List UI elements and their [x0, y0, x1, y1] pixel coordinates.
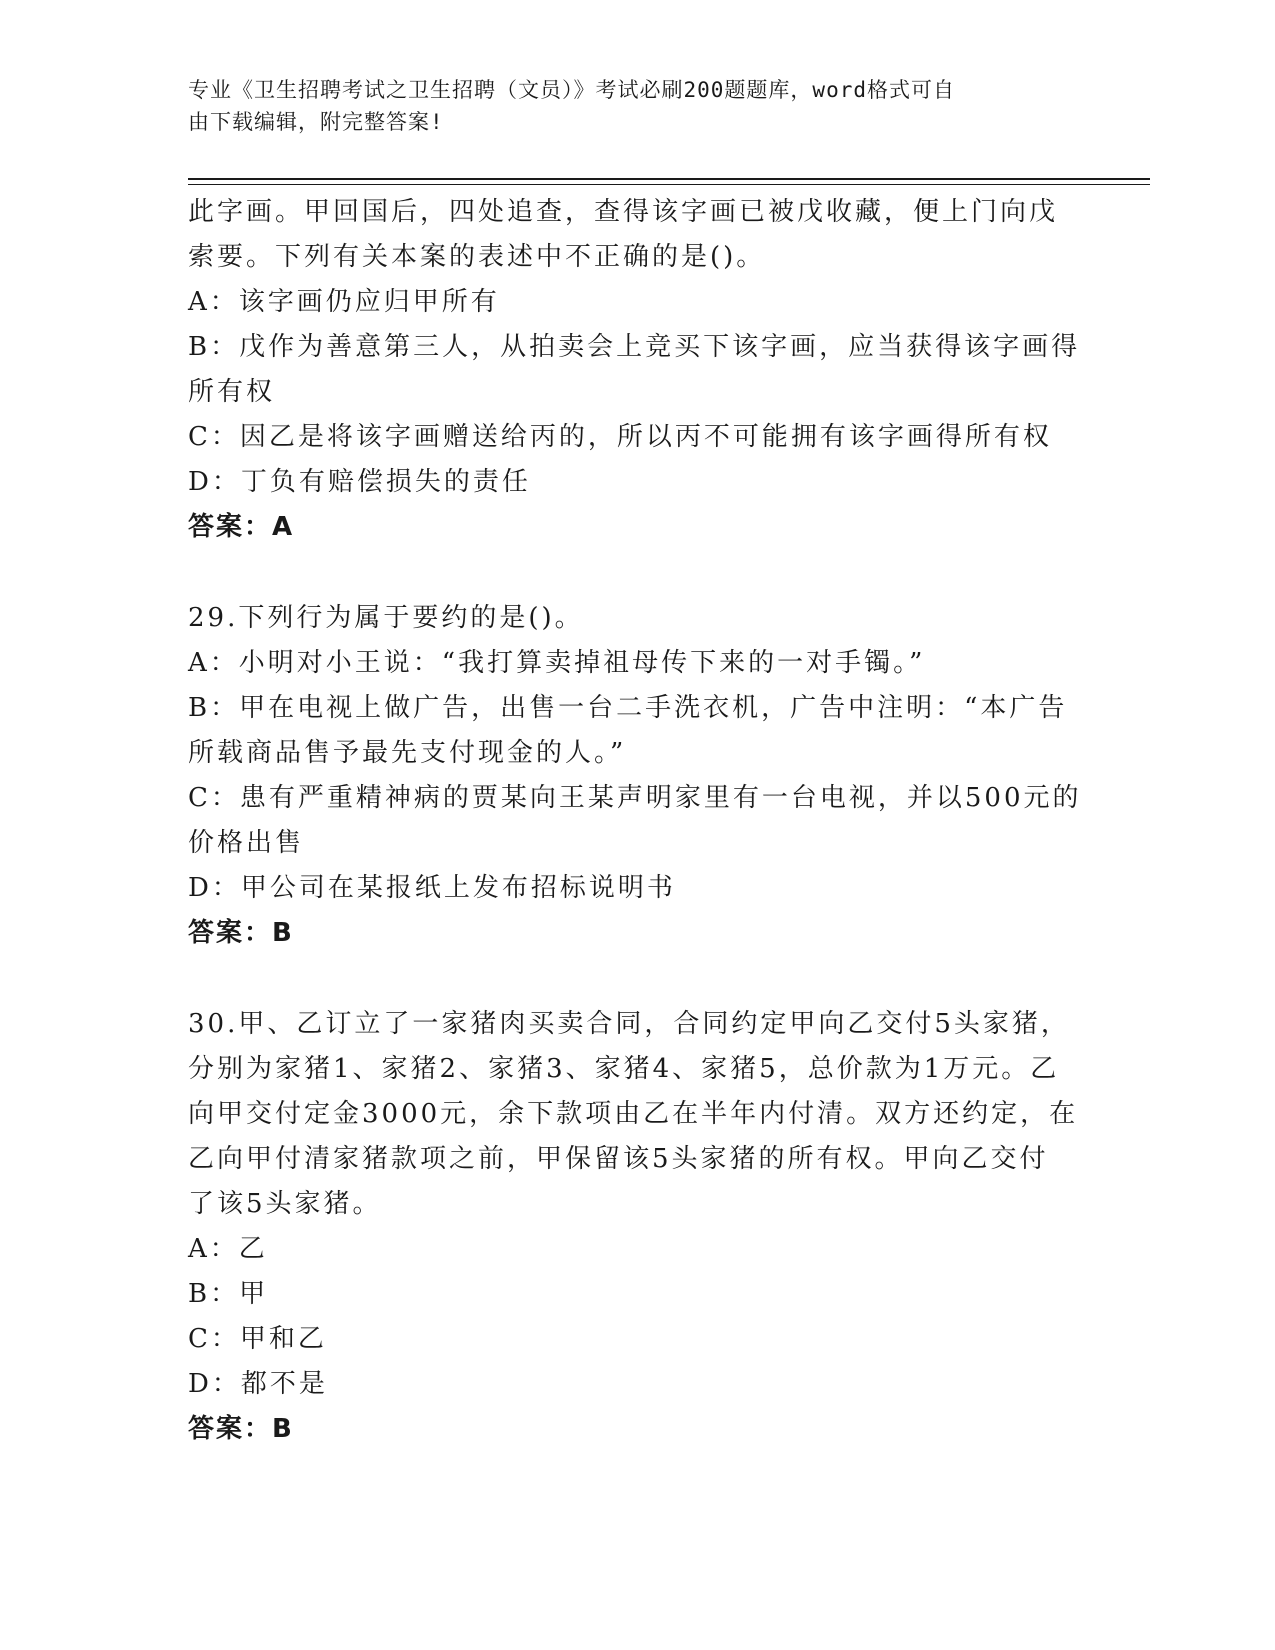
question-28 [188, 190, 1081, 550]
question-29 [188, 596, 1082, 956]
option-a: A：乙 [188, 1234, 268, 1264]
option-a: A：该字画仍应归甲所有 [188, 287, 500, 317]
question-text-line: 此字画。甲回国后，四处追查，查得该字画已被戊收藏，便上门向戊 [188, 197, 1059, 227]
question-content [188, 190, 1082, 1452]
option-b-continued: 所有权 [188, 377, 276, 407]
option-a: A：小明对小王说：“我打算卖掉祖母传下来的一对手镯。” [188, 648, 926, 678]
question-text-line: 索要。下列有关本案的表述中不正确的是()。 [188, 242, 766, 272]
option-b: B：戊作为善意第三人，从拍卖会上竞买下该字画，应当获得该字画得 [188, 332, 1081, 362]
option-b-continued: 所载商品售予最先支付现金的人。” [188, 738, 627, 768]
header-line-1: 专业《卫生招聘考试之卫生招聘（文员）》考试必刷200题题库，word格式可自 [188, 78, 955, 102]
spacer [188, 956, 1078, 1002]
option-d: D：都不是 [188, 1369, 328, 1399]
answer-label: 答案：A [188, 512, 295, 542]
question-text-line: 29.下列行为属于要约的是()。 [188, 603, 584, 633]
option-c: C：患有严重精神病的贾某向王某声明家里有一台电视，并以500元的 [188, 783, 1082, 813]
question-text-line: 了该5头家猪。 [188, 1189, 382, 1219]
question-text-line: 向甲交付定金3000元，余下款项由乙在半年内付清。双方还约定，在 [188, 1099, 1079, 1129]
header-line-2: 由下载编辑，附完整答案! [188, 110, 444, 134]
question-text-line: 分别为家猪1、家猪2、家猪3、家猪4、家猪5，总价款为1万元。乙 [188, 1054, 1060, 1084]
spacer [188, 550, 1078, 596]
option-c-continued: 价格出售 [188, 828, 305, 858]
question-30 [188, 1002, 1078, 1452]
option-d: D：丁负有赔偿损失的责任 [188, 467, 531, 497]
option-b: B：甲在电视上做广告，出售一台二手洗衣机，广告中注明：“本广告 [188, 693, 1068, 723]
option-c: C：因乙是将该字画赠送给丙的，所以丙不可能拥有该字画得所有权 [188, 422, 1052, 452]
header-rule-thick [188, 178, 1150, 180]
question-text-line: 30.甲、乙订立了一家猪肉买卖合同，合同约定甲向乙交付5头家猪， [188, 1009, 1070, 1039]
answer-label: 答案：B [188, 1414, 294, 1444]
question-text-line: 乙向甲付清家猪款项之前，甲保留该5头家猪的所有权。甲向乙交付 [188, 1144, 1049, 1174]
option-d: D：甲公司在某报纸上发布招标说明书 [188, 873, 676, 903]
header-rule-thin [188, 184, 1150, 185]
document-header [188, 74, 1088, 138]
option-b: B：甲 [188, 1279, 269, 1309]
answer-label: 答案：B [188, 918, 294, 948]
option-c: C：甲和乙 [188, 1324, 327, 1354]
